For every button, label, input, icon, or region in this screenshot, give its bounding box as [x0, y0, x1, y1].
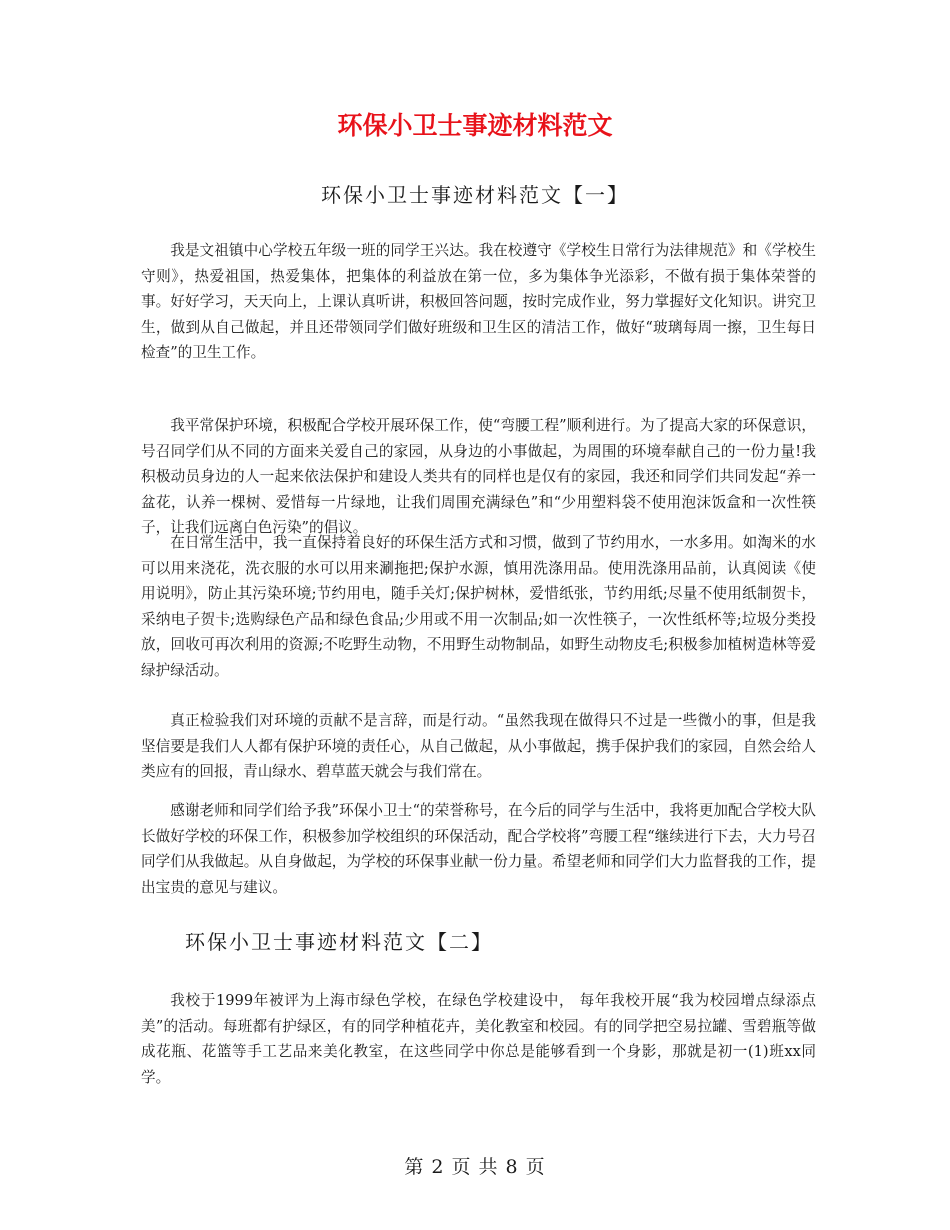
paragraph: 在日常生活中，我一直保持着良好的环保生活方式和习惯，做到了节约用水，一水多用。如淘米的水可以用来浇花，洗衣服的水可以用来涮拖把;保护水源，慎用洗涤用品。使用洗涤用品前，认真阅读《使用说明》，防止其污染环境;节约用电，随手关灯;保护树林，爱惜纸张，节约用纸;尽量不使用纸制贺卡，采纳电子贺卡;选购绿色产品和绿色食品;少用或不用一次制品;如一次性筷子，一次性纸杯等;垃圾分类投放，回收可再次利用的资源;不吃野生动物，不用野生动物制品，如野生动物皮毛;积极参加植树造林等爱绿护绿活动。	[141, 534, 816, 679]
page-number-footer: 第 2 页 共 8 页	[404, 1156, 546, 1178]
paragraph: 我平常保护环境，积极配合学校开展环保工作，使“弯腰工程”顺利进行。为了提高大家的环保意识，号召同学们从不同的方面来关爱自己的家园，从身边的小事做起，为周围的环境奉献自己的一份力量!我积极动员身边的人一起来依法保护和建设人类共有的同样也是仅有的家园，我还和同学们共同发起“养一盆花，认养一棵树、爱惜每一片绿地，让我们周围充满绿色”和“少用塑料袋不使用泡沫饭盒和一次性筷子，让我们远离白色污染”的倡议。	[141, 417, 816, 537]
paragraph: 我校于1999年被评为上海市绿色学校，在绿色学校建设中， 每年我校开展“我为校园增点绿添点美”的活动。每班都有护绿区，有的同学种植花卉，美化教室和校园。有的同学把空易拉罐、雪碧瓶等做成花瓶、花篮等手工艺品来美化教室，在这些同学中你总是能够看到一个身影，那就是初一(1)班xx同学。	[141, 992, 816, 1086]
paragraph: 我是文祖镇中心学校五年级一班的同学王兴达。我在校遵守《学校生日常行为法律规范》和《学校生守则》，热爱祖国，热爱集体，把集体的利益放在第一位，多为集体争光添彩，不做有损于集体荣誉的事。好好学习，天天向上，上课认真听讲，积极回答问题，按时完成作业，努力掌握好文化知识。讲究卫生，做到从自己做起，并且还带领同学们做好班级和卫生区的清洁工作，做好“玻璃每周一擦，卫生每日检查”的卫生工作。	[141, 242, 816, 362]
paragraph: 真正检验我们对环境的贡献不是言辞，而是行动。“虽然我现在做得只不过是一些微小的事，但是我坚信要是我们人人都有保护环境的责任心，从自己做起，从小事做起，携手保护我们的家园，自然会给人类应有的回报，青山绿水、碧草蓝天就会与我们常在。	[141, 712, 816, 781]
document-title: 环保小卫士事迹材料范文	[337, 111, 613, 140]
paragraph: 感谢老师和同学们给予我”环保小卫士“的荣誉称号，在今后的同学与生活中，我将更加配合学校大队长做好学校的环保工作，积极参加学校组织的环保活动，配合学校将”弯腰工程“继续进行下去，大力号召同学们从我做起。从自身做起，为学校的环保事业献一份力量。希望老师和同学们大力监督我的工作，提出宝贵的意见与建议。	[141, 802, 816, 896]
section-heading-1: 环保小卫士事迹材料范文【一】	[321, 183, 629, 207]
section-heading-2: 环保小卫士事迹材料范文【二】	[185, 930, 493, 954]
